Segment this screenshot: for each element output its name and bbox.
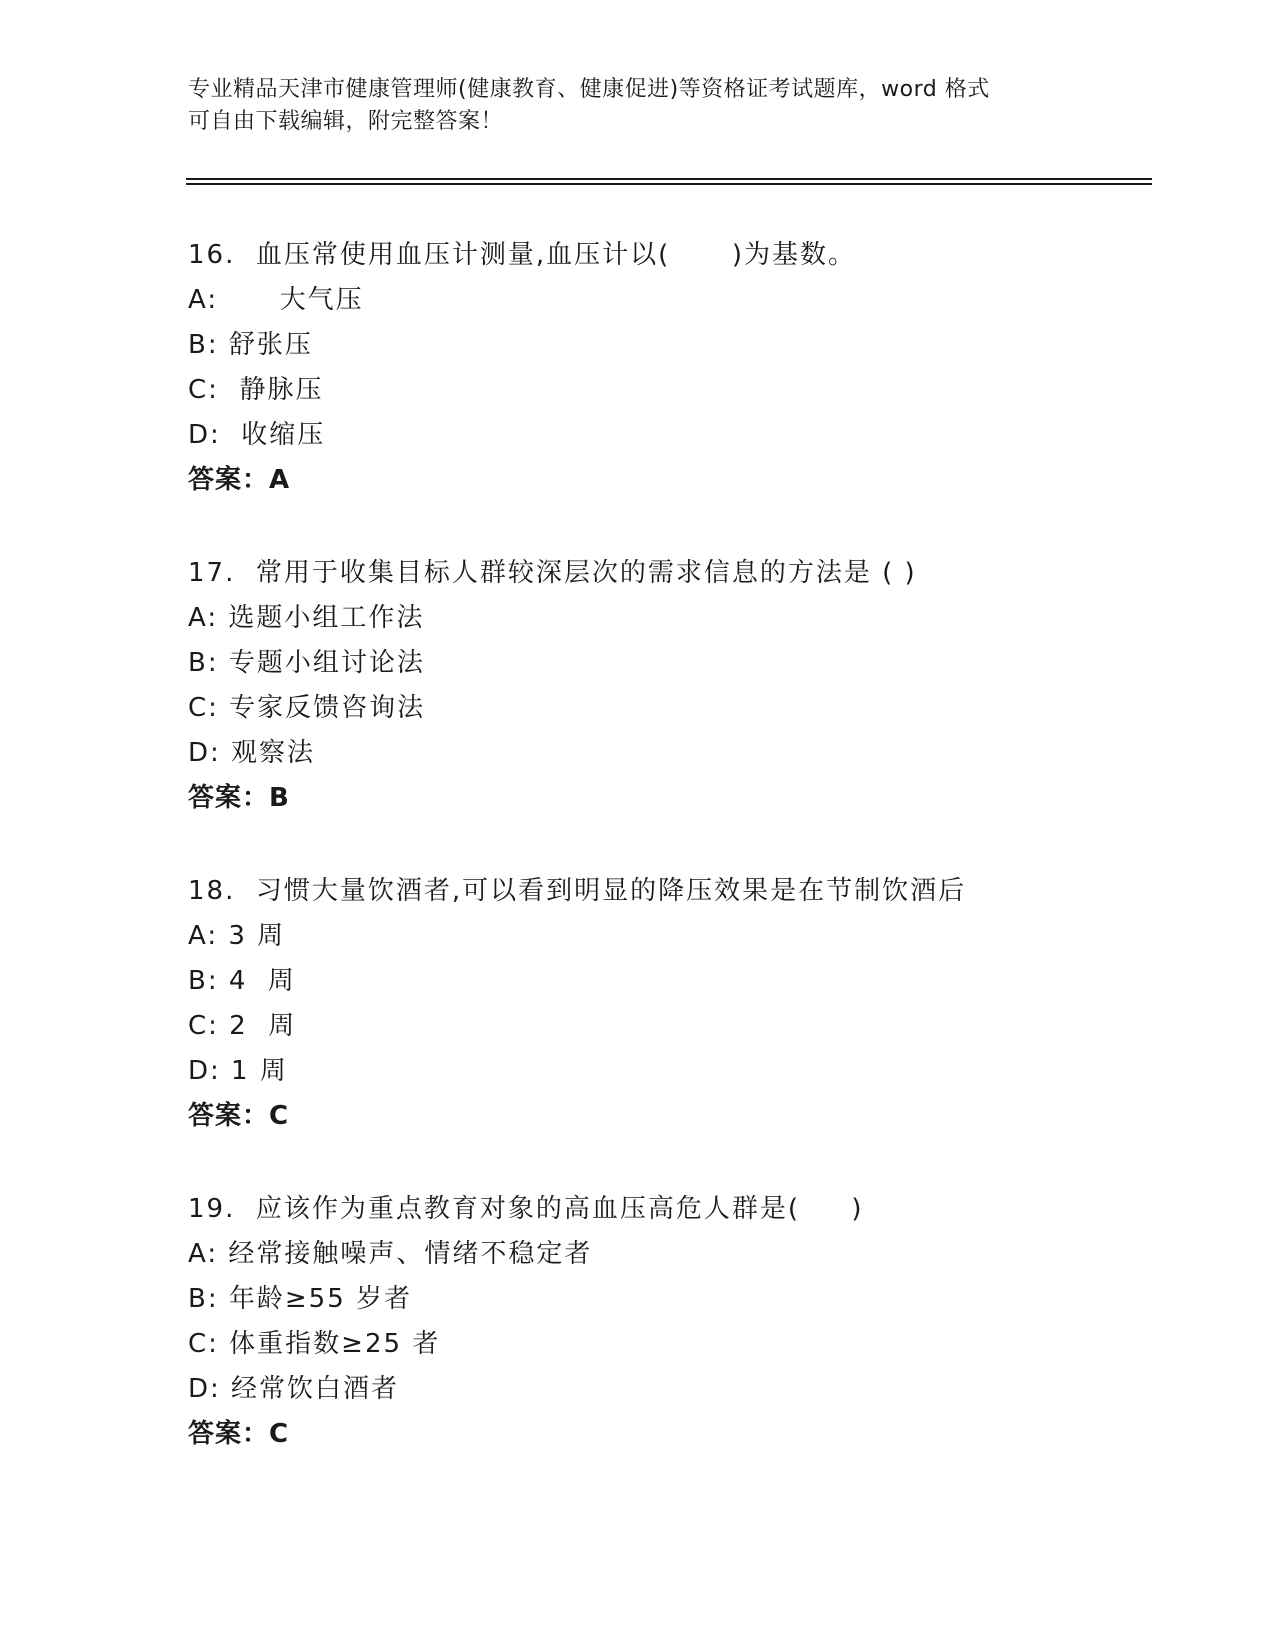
option-c: C: 体重指数≥25 者	[188, 1329, 441, 1359]
question-stem: 18. 习惯大量饮酒者,可以看到明显的降压效果是在节制饮酒后	[188, 876, 967, 906]
question-18	[188, 876, 1168, 1131]
question-answer: 答案：C	[188, 1101, 290, 1131]
question-answer: 答案：A	[188, 465, 291, 495]
option-d: D: 经常饮白酒者	[188, 1374, 400, 1404]
option-a: A: 大气压	[188, 285, 364, 315]
header-divider-top	[186, 178, 1152, 180]
option-b: B: 专题小组讨论法	[188, 648, 425, 678]
option-a: A: 经常接触噪声、情绪不稳定者	[188, 1239, 593, 1269]
question-stem: 19. 应该作为重点教育对象的高血压高危人群是( )	[188, 1194, 864, 1224]
option-c: C: 2 周	[188, 1011, 297, 1041]
header-divider-bottom	[186, 183, 1152, 185]
option-d: D: 观察法	[188, 738, 316, 768]
document-header	[188, 74, 1088, 138]
question-19	[188, 1194, 1168, 1449]
option-a: A: 选题小组工作法	[188, 603, 425, 633]
option-b: B: 年龄≥55 岁者	[188, 1284, 412, 1314]
question-stem: 17. 常用于收集目标人群较深层次的需求信息的方法是 ( )	[188, 558, 917, 588]
option-a: A: 3 周	[188, 921, 286, 951]
question-16	[188, 240, 1168, 495]
option-c: C: 静脉压	[188, 375, 324, 405]
header-line-1: 专业精品天津市健康管理师(健康教育、健康促进)等资格证考试题库，word 格式	[188, 77, 990, 102]
option-b: B: 舒张压	[188, 330, 313, 360]
option-b: B: 4 周	[188, 966, 296, 996]
header-line-2: 可自由下载编辑，附完整答案！	[188, 109, 504, 134]
option-d: D: 收缩压	[188, 420, 326, 450]
question-answer: 答案：B	[188, 783, 290, 813]
option-c: C: 专家反馈咨询法	[188, 693, 426, 723]
question-stem: 16. 血压常使用血压计测量,血压计以( )为基数。	[188, 240, 857, 270]
question-answer: 答案：C	[188, 1419, 290, 1449]
question-17	[188, 558, 1168, 813]
option-d: D: 1 周	[188, 1056, 288, 1086]
